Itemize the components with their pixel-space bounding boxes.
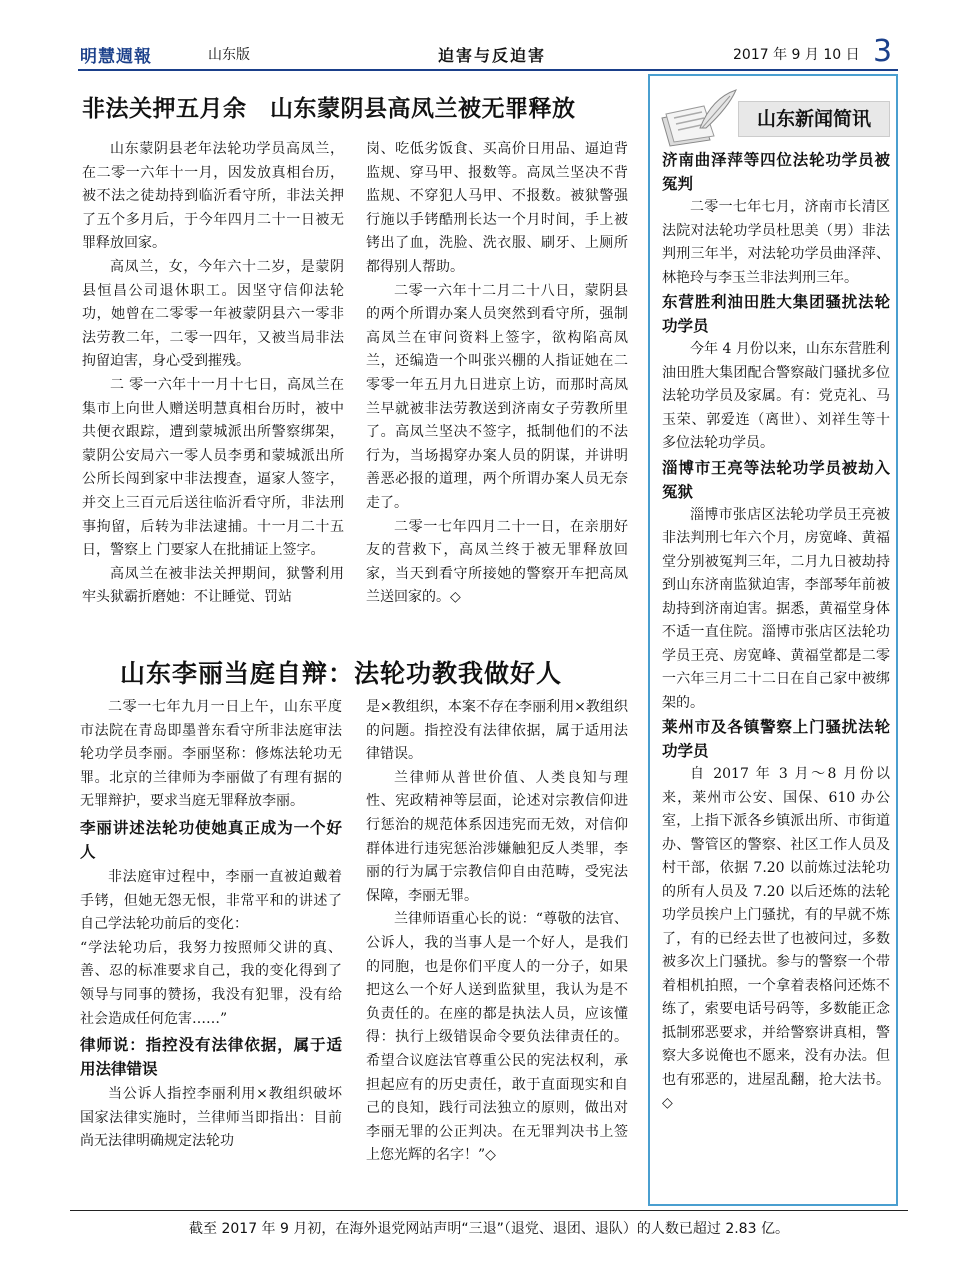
sidebar-news-list	[662, 148, 890, 1116]
news-headline: 东营胜利油田胜大集团骚扰法轮功学员	[662, 293, 890, 335]
news-body: 自 2017 年 3 月～8 月份以来，莱州市公安、国保、610 办公室，上指下派各乡镇派出所、市街道办、警管区的警察、社区工作人员及村干部，依据 7.20 以前炼过法轮功的所有人员及 7.20 以后还炼的法轮功学员挨户上门骚扰，有的早就不炼了，有的已经去世了也被问过，多数被多次上门骚扰。参与的警察一个带着相机拍照，一个拿着表格问还炼不练了，索要电话号码等，多数能正念抵制邪恶要求，并给警察讲真相，警察大多说俺也不愿来，没有办法。但也有邪恶的，进屋乱翻，抢大法书。◇	[662, 766, 890, 1111]
news-headline: 济南曲泽萍等四位法轮功学员被冤判	[662, 151, 890, 193]
masthead: 明慧週報	[80, 47, 152, 67]
news-headline: 莱州市及各镇警察上门骚扰法轮功学员	[662, 718, 890, 760]
footer-notice: 截至 2017 年 9 月初，在海外退党网站声明“三退”（退党、退团、退队）的人数已超过 2.83 亿。	[189, 1221, 789, 1237]
news-body: 二零一七年七月，济南市长清区法院对法轮功学员杜思美（男）非法判刑三年半，对法轮功学员曲泽萍、林艳玲与李玉兰非法判刑三年。	[662, 199, 890, 286]
quote: “学法轮功后，我努力按照师父讲的真、善、忍的标准要求自己，我的变化得到了领导与同事的赞扬，我没有犯罪，没有给社会造成任何危害……”	[80, 939, 342, 1027]
sidebar-header	[656, 82, 892, 154]
newspaper-quill-icon	[656, 88, 742, 148]
news-body: 今年 4 月份以来，山东东营胜利油田胜大集团配合警察敲门骚扰多位法轮功学员及家属。有：党克礼、马玉荣、郭爱连（离世）、刘祥生等十多位法轮功学员。	[662, 341, 890, 451]
paragraph: 二零一七年九月一日上午，山东平度市法院在青岛即墨普东看守所非法庭审法轮功学员李丽。李丽坚称：修炼法轮功无罪。北京的兰律师为李丽做了有理有据的无罪辩护，要求当庭无罪释放李丽。	[80, 699, 342, 810]
subheading: 律师说：指控没有法律依据，属于适用法律错误	[80, 1036, 342, 1079]
paragraph: 当公诉人指控李丽利用×教组织破坏国家法律实施时，兰律师当即指出：目前尚无法律明确规定法轮功	[80, 1086, 342, 1150]
header-divider	[78, 69, 898, 71]
edition-label: 山东版	[208, 47, 250, 63]
paragraph: 兰律师语重心长的说：“尊敬的法官、公诉人，我的当事人是一个好人，是我们的同胞，也是你们平度人的一分子，如果把这么一个好人送到监狱里，我认为是不负责任的。在座的都是执法人员，应该懂得：执行上级错误命令要负法律责任的。希望合议庭法官尊重公民的宪法权利，承担起应有的历史责任，敢于直面现实和自己的良知，践行司法独立的原则，做出对李丽无罪的公正判决。在无罪判决书上签上您光辉的名字！”◇	[366, 911, 628, 1164]
section-title: 迫害与反迫害	[438, 46, 547, 65]
news-headline: 淄博市王亮等法轮功学员被劫入冤狱	[662, 458, 890, 501]
paragraph: 是×教组织，本案不存在李丽利用×教组织的问题。指控没有法律依据，属于适用法律错误。	[366, 699, 628, 763]
subheading: 李丽讲述法轮功使她真正成为一个好人	[80, 818, 342, 861]
page-number: 3	[873, 34, 893, 69]
paragraph: 兰律师从普世价值、人类良知与理性、宪政精神等层面，论述对宗教信仰进行惩治的规范体系因违宪而无效，对信仰群体进行违宪惩治涉嫌触犯反人类罪，李丽的行为属于宗教信仰自由范畴，受宪法保障，李丽无罪。	[366, 769, 628, 904]
paragraph: 二零一七年四月二十一日，在亲朋好友的营救下，高凤兰终于被无罪释放回家，当天到看守所接她的警察开车把高凤兰送回家的。◇	[366, 518, 628, 606]
article1-column-1	[82, 138, 344, 610]
paragraph: 二 零一六年十一月十七日，高凤兰在集市上向世人赠送明慧真相台历时，被中共便衣跟踪，遭到蒙城派出所警察绑架，蒙阴公安局六一零人员李勇和蒙城派出所公所长闯到家中非法搜查，逼家人签字，并交上三百元后送往临沂看守所，非法刑事拘留，后转为非法逮捕。十一月二十五日，警察上 门要家人在批捕证上签字。	[82, 376, 344, 559]
article2-column-2	[366, 696, 628, 1168]
paragraph: 高凤兰，女，今年六十二岁，是蒙阴县恒昌公司退休职工。因坚守信仰法轮功，她曾在二零零一年被蒙阴县六一零非法劳教二年，二零一四年，又被当局非法拘留迫害，身心受到摧残。	[82, 258, 344, 370]
paragraph: 岗、吃低劣饭食、买高价日用品、逼迫背监规、穿马甲、报数等。高凤兰坚决不背监规、不穿犯人马甲、不报数。被狱警强行施以手铐酷刑长达一个月时间，手上被铐出了血，洗脸、洗衣服、刷牙、上厕所都得别人帮助。	[366, 141, 628, 275]
issue-date: 2017 年 9 月 10 日	[733, 47, 860, 63]
footer-divider	[70, 1210, 908, 1211]
paragraph: 山东蒙阴县老年法轮功学员高凤兰，在二零一六年十一月，因发放真相台历，被不法之徒劫持到临沂看守所，非法关押了五个多月后，于今年四月二十一日被无罪释放回家。	[82, 141, 344, 252]
article2-column-1	[80, 696, 342, 1154]
news-body: 淄博市张店区法轮功学员王亮被非法判刑七年六个月，房宽峰、黄福堂分别被冤判三年，二月九日被劫持到山东济南监狱迫害，李部琴年前被劫持到济南迫害。据悉，黄福堂身体不适一直住院。淄博市张店区法轮功学员王亮、房宽峰、黄福堂都是二零一六年三月二十二日在自己家中被绑架的。	[662, 506, 890, 711]
paragraph: 二零一六年十二月二十八日，蒙阴县的两个所谓办案人员突然到看守所，强制高凤兰在审问资料上签字，欲构陷高凤兰，还编造一个叫张兴棚的人指证她在二零零一年五月九日进京上访，而那时高凤兰早就被非法劳教送到济南女子劳教所里了。高凤兰坚决不签字，抵制他们的不法行为，当场揭穿办案人员的阴谋，并讲明善恶必报的道理，两个所谓办案人员无奈走了。	[366, 282, 628, 511]
paragraph: 非法庭审过程中，李丽一直被迫戴着手铐，但她无怨无恨，非常平和的讲述了自己学法轮功前后的变化：	[80, 868, 342, 933]
page-header	[78, 34, 898, 69]
paragraph: 高凤兰在被非法关押期间，狱警利用牢头狱霸折磨她：不让睡觉、罚站	[82, 565, 344, 606]
article1-title: 非法关押五月余 山东蒙阴县高凤兰被无罪释放	[82, 96, 576, 122]
news-brief-sidebar	[648, 74, 898, 1206]
article2-title: 山东李丽当庭自辩：法轮功教我做好人	[120, 659, 563, 688]
article1-column-2	[366, 138, 628, 610]
sidebar-title: 山东新闻简讯	[738, 101, 890, 137]
